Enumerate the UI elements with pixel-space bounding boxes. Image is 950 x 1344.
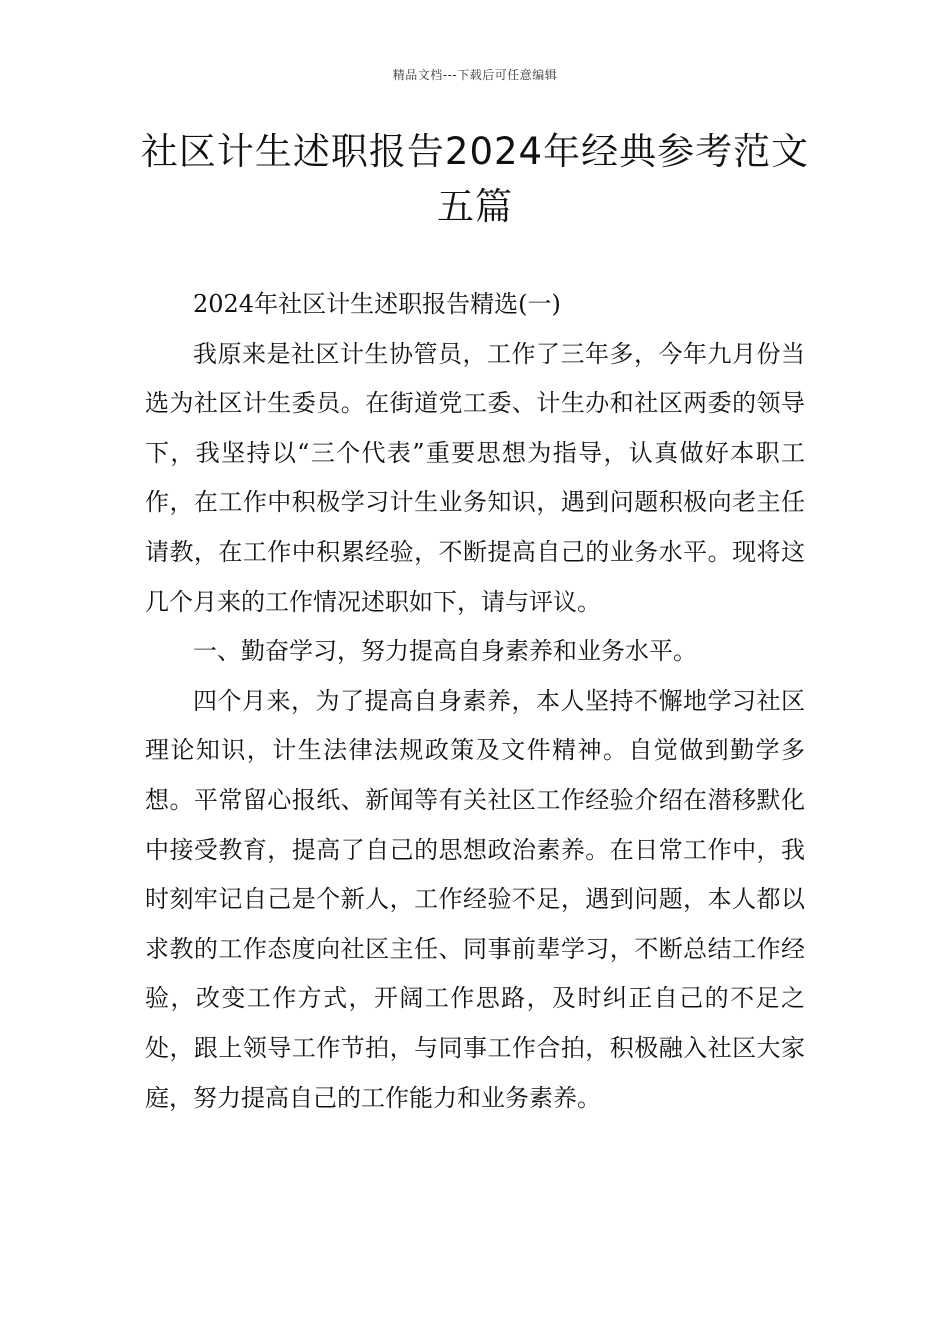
section-heading: 2024年社区计生述职报告精选(一) <box>193 290 561 318</box>
header-watermark: 精品文档---下载后可任意编辑 <box>392 68 558 82</box>
body-paragraph: 我原来是社区计生协管员，工作了三年多，今年九月份当选为社区计生委员。在街道党工委、计生办和社区两委的领导下，我坚持以“三个代表”重要思想为指导，认真做好本职工作，在工作中积极学习计生业务知识，遇到问题积极向老主任请教，在工作中积累经验，不断提高自己的业务水平。现将这几个月来的工作情况述职如下，请与评议。 <box>145 339 805 616</box>
subsection-heading: 一、勤奋学习，努力提高自身素养和业务水平。 <box>193 637 697 666</box>
document-title: 社区计生述职报告2024年经典参考范文五篇 <box>140 130 810 228</box>
document-body <box>145 280 805 1123</box>
body-paragraph: 四个月来，为了提高自身素养，本人坚持不懈地学习社区理论知识，计生法律法规政策及文件精神。自觉做到勤学多想。平常留心报纸、新闻等有关社区工作经验介绍在潜移默化中接受教育，提高了自己的思想政治素养。在日常工作中，我时刻牢记自己是个新人，工作经验不足，遇到问题，本人都以求教的工作态度向社区主任、同事前辈学习，不断总结工作经验，改变工作方式，开阔工作思路，及时纠正自己的不足之处，跟上领导工作节拍，与同事工作合拍，积极融入社区大家庭，努力提高自己的工作能力和业务素养。 <box>145 686 805 1112</box>
